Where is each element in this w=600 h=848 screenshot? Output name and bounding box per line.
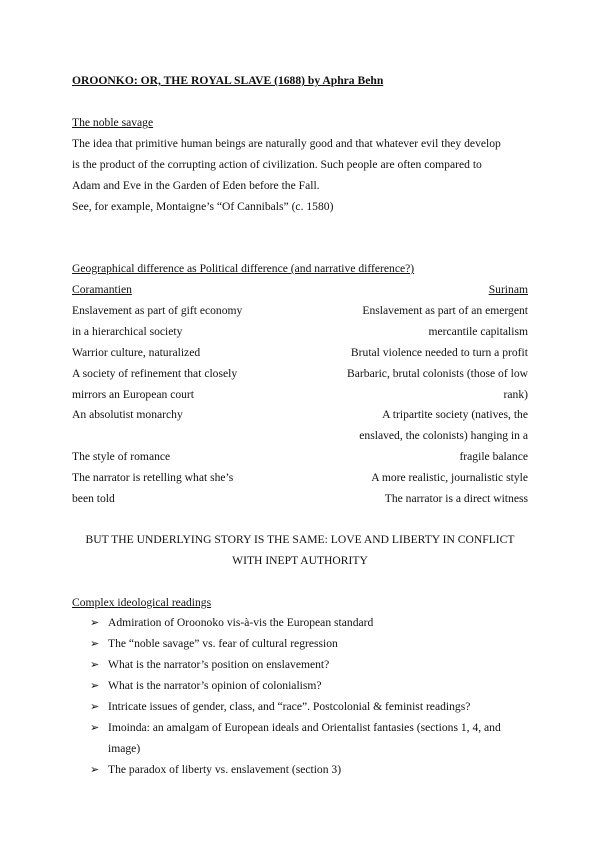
noble-savage-line: is the product of the corrupting action of civilization. Such people are often compared to — [72, 158, 482, 171]
noble-savage-line: Adam and Eve in the Garden of Eden before the Fall. — [72, 179, 320, 192]
surinam-item: mercantile capitalism — [428, 325, 528, 338]
coramantien-item: A society of refinement that closely — [72, 367, 238, 380]
surinam-item: enslaved, the colonists) hanging in a — [359, 429, 528, 442]
reading-item: Admiration of Oroonoko vis-à-vis the European standard — [108, 616, 374, 629]
coramantien-item: Warrior culture, naturalized — [72, 346, 201, 359]
arrowhead-bullet-icon: ➢ — [90, 700, 100, 713]
readings-heading: Complex ideological readings — [72, 596, 212, 609]
page-title: OROONKO: OR, THE ROYAL SLAVE (1688) by Aphra Behn — [72, 74, 384, 87]
coramantien-item: in a hierarchical society — [72, 325, 183, 338]
underlying-story-line: WITH INEPT AUTHORITY — [232, 554, 368, 567]
reading-item: The “noble savage” vs. fear of cultural regression — [108, 637, 338, 650]
coramantien-item: The style of romance — [72, 450, 171, 463]
reading-item: Imoinda: an amalgam of European ideals and Orientalist fantasies (sections 1, 4, and — [108, 721, 501, 734]
surinam-header: Surinam — [488, 283, 528, 296]
arrowhead-bullet-icon: ➢ — [90, 679, 100, 692]
coramantien-header: Coramantien — [72, 283, 132, 296]
surinam-item: Barbaric, brutal colonists (those of low — [347, 367, 528, 380]
geo-heading: Geographical difference as Political difference (and narrative difference?) — [72, 262, 415, 275]
noble-savage-line: See, for example, Montaigne’s “Of Cannibals” (c. 1580) — [72, 200, 334, 213]
reading-item: The paradox of liberty vs. enslavement (section 3) — [108, 763, 342, 776]
surinam-item: Brutal violence needed to turn a profit — [350, 346, 528, 359]
coramantien-item: mirrors an European court — [72, 388, 195, 401]
reading-item: Intricate issues of gender, class, and “race”. Postcolonial & feminist readings? — [108, 700, 471, 713]
coramantien-item: Enslavement as part of gift economy — [72, 304, 243, 317]
arrowhead-bullet-icon: ➢ — [90, 763, 100, 776]
noble-savage-line: The idea that primitive human beings are naturally good and that whatever evil they develop — [72, 137, 501, 150]
arrowhead-bullet-icon: ➢ — [90, 721, 100, 734]
surinam-item: rank) — [503, 388, 528, 401]
underlying-story-line: BUT THE UNDERLYING STORY IS THE SAME: LOVE AND LIBERTY IN CONFLICT — [85, 533, 515, 546]
noble-savage-heading: The noble savage — [72, 116, 154, 129]
surinam-item: Enslavement as part of an emergent — [362, 304, 528, 317]
coramantien-item: The narrator is retelling what she’s — [72, 471, 234, 484]
reading-item-continuation: image) — [108, 742, 141, 755]
surinam-item: A tripartite society (natives, the — [382, 408, 528, 421]
surinam-item: The narrator is a direct witness — [384, 492, 528, 505]
arrowhead-bullet-icon: ➢ — [90, 616, 100, 629]
reading-item: What is the narrator’s opinion of colonialism? — [108, 679, 322, 692]
arrowhead-bullet-icon: ➢ — [90, 637, 100, 650]
coramantien-item: been told — [72, 492, 115, 505]
surinam-item: fragile balance — [459, 450, 528, 463]
surinam-item: A more realistic, journalistic style — [371, 471, 528, 484]
arrowhead-bullet-icon: ➢ — [90, 658, 100, 671]
coramantien-item: An absolutist monarchy — [72, 408, 183, 421]
reading-item: What is the narrator’s position on enslavement? — [108, 658, 330, 671]
